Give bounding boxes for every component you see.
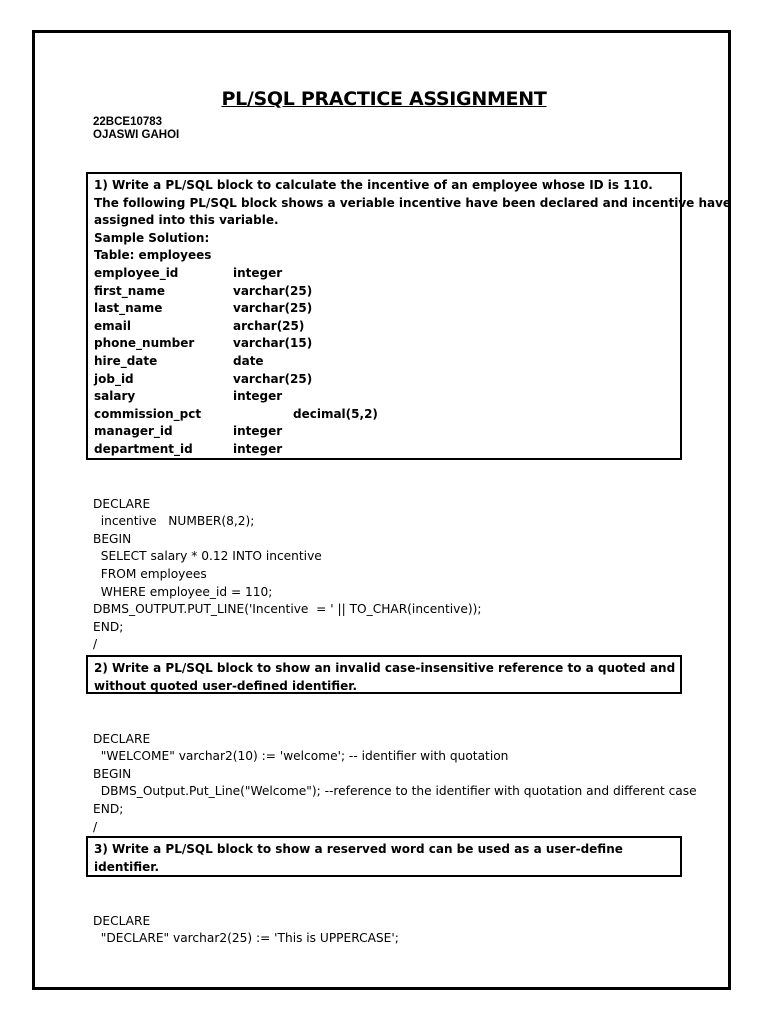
table-column-row xyxy=(94,406,674,424)
column-type: varchar(25) xyxy=(233,301,313,316)
code-line: WHERE employee_id = 110; xyxy=(93,584,273,599)
q1-line: 1) Write a PL/SQL block to calculate the incentive of an employee whose ID is 110. xyxy=(94,178,653,192)
code-line: FROM employees xyxy=(93,566,207,581)
column-type: integer xyxy=(233,424,283,439)
code-line: / xyxy=(93,819,98,834)
table-column-row xyxy=(94,353,674,371)
column-name: department_id xyxy=(94,441,193,456)
code-line: / xyxy=(93,637,98,652)
column-name: email xyxy=(94,318,131,333)
column-name: first_name xyxy=(94,283,165,298)
question-2-box xyxy=(86,655,682,694)
column-type: varchar(25) xyxy=(233,371,313,386)
q3-code-block xyxy=(93,895,399,965)
column-name: hire_date xyxy=(94,353,158,368)
q1-code-block xyxy=(93,478,481,672)
code-line: "DECLARE" varchar2(25) := 'This is UPPERCASE'; xyxy=(93,931,399,946)
table-column-row xyxy=(94,388,674,406)
code-line: DECLARE xyxy=(93,496,151,511)
column-type: integer xyxy=(233,441,283,456)
code-line: BEGIN xyxy=(93,531,132,546)
column-type: decimal(5,2) xyxy=(293,406,378,421)
column-type: varchar(25) xyxy=(233,283,313,298)
code-line: SELECT salary * 0.12 INTO incentive xyxy=(93,549,322,564)
q3-line: 3) Write a PL/SQL block to show a reserved word can be used as a user-define xyxy=(94,842,623,856)
q1-line: The following PL/SQL block shows a veriable incentive have been declared and incentive have xyxy=(94,195,732,210)
code-line: incentive NUMBER(8,2); xyxy=(93,514,255,529)
code-line: END; xyxy=(93,619,124,634)
column-name: commission_pct xyxy=(94,406,202,421)
column-type: integer xyxy=(233,389,283,404)
q1-line: Table: employees xyxy=(94,248,212,263)
table-column-row xyxy=(94,441,674,459)
column-type: archar(25) xyxy=(233,318,305,333)
question-3-box xyxy=(86,836,682,877)
column-name: last_name xyxy=(94,301,163,316)
code-line: DBMS_OUTPUT.PUT_LINE('Incentive = ' || TO_CHAR(incentive)); xyxy=(93,602,482,617)
q1-line: Sample Solution: xyxy=(94,230,210,245)
q3-line: identifier. xyxy=(94,859,160,874)
column-name: employee_id xyxy=(94,265,179,280)
q2-line: without quoted user-defined identifier. xyxy=(94,678,358,693)
question-1-box xyxy=(86,172,732,460)
table-column-row xyxy=(94,318,674,336)
code-line: DECLARE xyxy=(93,913,151,928)
code-line: DBMS_Output.Put_Line("Welcome"); --reference to the identifier with quotation and different case xyxy=(93,784,697,799)
column-name: manager_id xyxy=(94,424,173,439)
column-name: job_id xyxy=(94,371,134,386)
column-name: phone_number xyxy=(94,336,195,351)
q1-line: assigned into this variable. xyxy=(94,213,279,228)
code-line: END; xyxy=(93,801,124,816)
roll-number: 22BCE10783 xyxy=(93,116,163,128)
table-column-row xyxy=(94,300,674,318)
column-type: date xyxy=(233,353,264,368)
table-column-row xyxy=(94,371,674,389)
column-type: integer xyxy=(233,265,283,280)
column-name: salary xyxy=(94,389,136,404)
table-column-row xyxy=(94,335,674,353)
table-column-row xyxy=(94,265,674,283)
student-name: OJASWI GAHOI xyxy=(93,129,180,141)
column-type: varchar(15) xyxy=(233,336,313,351)
document-title: PL/SQL PRACTICE ASSIGNMENT xyxy=(221,88,547,110)
table-column-row xyxy=(94,423,674,441)
code-line: "WELCOME" varchar2(10) := 'welcome'; -- identifier with quotation xyxy=(93,749,509,764)
q2-line: 2) Write a PL/SQL block to show an invalid case-insensitive reference to a quoted and xyxy=(94,661,676,675)
code-line: BEGIN xyxy=(93,766,132,781)
q2-code-block xyxy=(93,713,697,854)
code-line: DECLARE xyxy=(93,731,151,746)
table-column-row xyxy=(94,283,674,301)
